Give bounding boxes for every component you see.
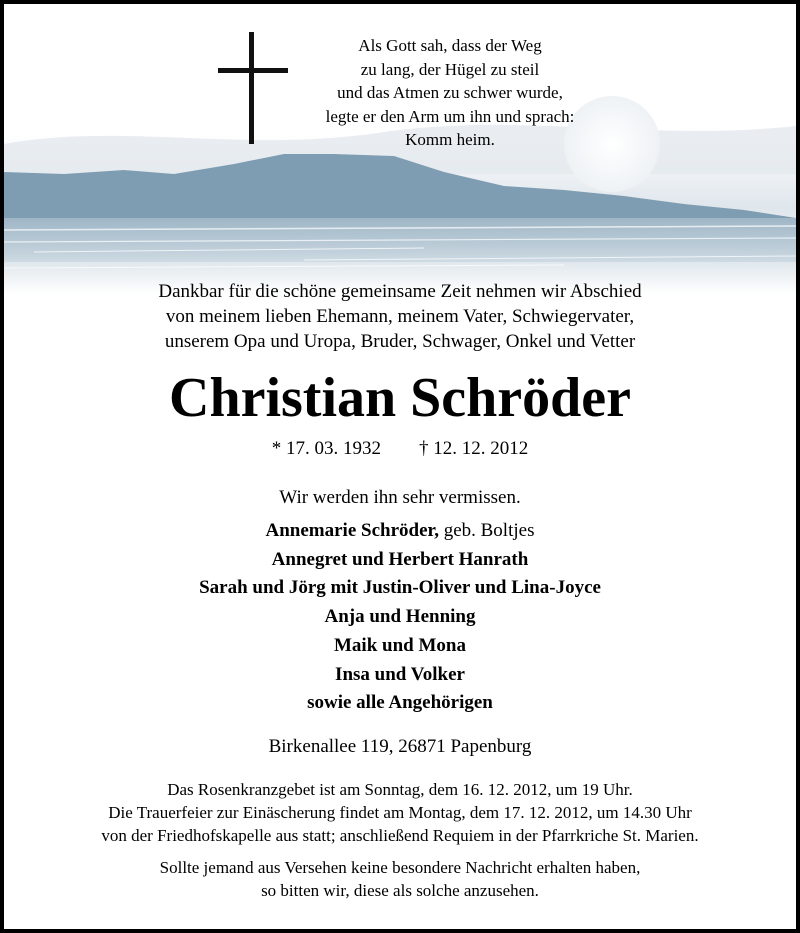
life-dates (4, 436, 796, 462)
intro-text (4, 279, 796, 354)
poem-line: Komm heim. (405, 130, 495, 149)
family-member: Annegret und Herbert Hanrath (271, 548, 529, 570)
family-member: Sarah und Jörg mit Justin-Oliver und Lina-Joyce (199, 577, 601, 599)
poem-line: und das Atmen zu schwer wurde, (337, 83, 563, 102)
service-line: Die Trauerfeier zur Einäscherung findet am Montag, dem 17. 12. 2012, um 14.30 Uhr (108, 803, 692, 822)
cross-icon (218, 32, 288, 144)
poem-line: zu lang, der Hügel zu steil (360, 59, 540, 79)
service-line: von der Friedhofskapelle aus statt; anschließend Requiem in der Pfarrkriche St. Marien. (101, 826, 699, 845)
family-member: Maik und Mona (334, 634, 466, 656)
service-details (4, 778, 796, 847)
miss-line: Wir werden ihn sehr vermissen. (279, 487, 521, 508)
notice-text (4, 856, 796, 902)
family-member-maiden-name: geb. Boltjes (443, 520, 535, 541)
intro-line: unserem Opa und Uropa, Bruder, Schwager, Onkel und Vetter (164, 331, 636, 352)
poem-line: Als Gott sah, dass der Weg (358, 36, 542, 55)
deceased-name: Christian Schröder (169, 367, 631, 429)
service-line: Das Rosenkranzgebet ist am Sonntag, dem 16. 12. 2012, um 19 Uhr. (167, 780, 633, 799)
poem-line: legte er den Arm um ihn und sprach: (325, 106, 575, 126)
intro-line: Dankbar für die schöne gemeinsame Zeit nehmen wir Abschied (158, 281, 642, 302)
poem (300, 34, 600, 152)
family-member: Anja und Henning (324, 606, 476, 628)
address: Birkenallee 119, 26871 Papenburg (268, 736, 532, 757)
family-member (4, 517, 796, 546)
notice-line: Sollte jemand aus Versehen keine besondere Nachricht erhalten haben, (159, 858, 641, 877)
family-member: sowie alle Angehörigen (307, 692, 493, 714)
family-member: Insa und Volker (335, 663, 465, 685)
family-member-name: Annemarie Schröder, (265, 520, 439, 541)
obituary-notice (4, 4, 796, 929)
family-list (4, 517, 796, 718)
birth-date: * 17. 03. 1932 (271, 438, 381, 459)
death-date: † 12. 12. 2012 (419, 438, 529, 459)
notice-line: so bitten wir, diese als solche anzusehen. (261, 881, 539, 900)
intro-line: von meinem lieben Ehemann, meinem Vater, Schwiegervater, (165, 306, 635, 327)
